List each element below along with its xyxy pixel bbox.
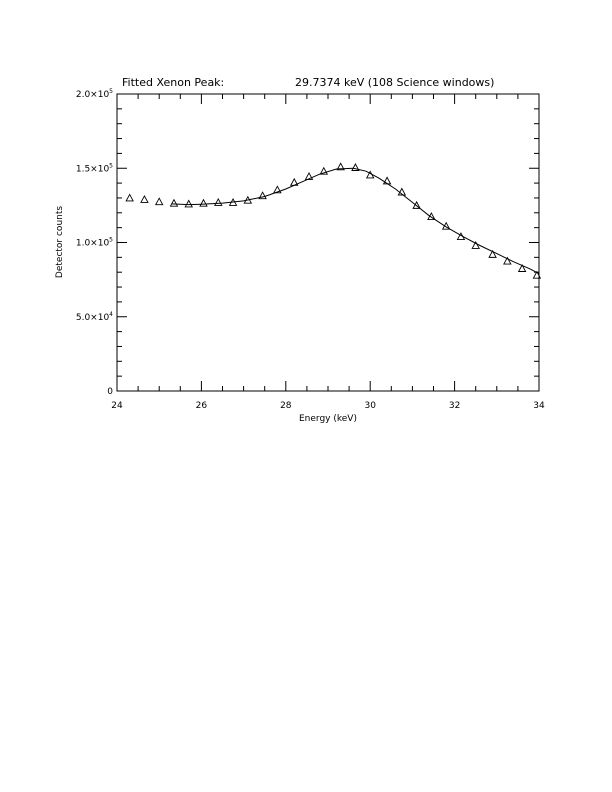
y-tick-label: $1.0\times 10^5$ bbox=[75, 236, 113, 249]
x-tick-label: 32 bbox=[448, 401, 461, 411]
chart-title-right: 29.7374 keV (108 Science windows) bbox=[295, 76, 495, 89]
x-axis-label: Energy (keV) bbox=[299, 414, 357, 424]
fit-curve bbox=[172, 168, 539, 273]
x-tick-label: 34 bbox=[533, 401, 545, 411]
y-axis-label: Detector counts bbox=[55, 205, 65, 279]
x-tick-label: 30 bbox=[364, 401, 376, 411]
x-tick-label: 28 bbox=[280, 401, 292, 411]
chart-title-left: Fitted Xenon Peak: bbox=[122, 76, 225, 89]
fit-line bbox=[172, 168, 539, 273]
x-tick-label: 24 bbox=[111, 401, 123, 411]
data-point bbox=[141, 196, 148, 203]
data-markers bbox=[126, 163, 540, 278]
data-point bbox=[156, 198, 163, 205]
data-point bbox=[126, 194, 133, 201]
data-point bbox=[170, 200, 177, 207]
y-tick-label: 0 bbox=[107, 387, 113, 397]
y-tick-label: $1.5\times 10^5$ bbox=[75, 162, 113, 175]
y-axis bbox=[76, 88, 539, 397]
y-tick-label: $5.0\times 10^4$ bbox=[75, 310, 113, 323]
data-point bbox=[185, 200, 192, 207]
x-axis bbox=[111, 94, 545, 411]
y-tick-label: $2.0\times 10^5$ bbox=[75, 88, 113, 100]
data-point bbox=[215, 199, 222, 206]
x-tick-label: 26 bbox=[195, 401, 208, 411]
data-point bbox=[200, 200, 207, 207]
